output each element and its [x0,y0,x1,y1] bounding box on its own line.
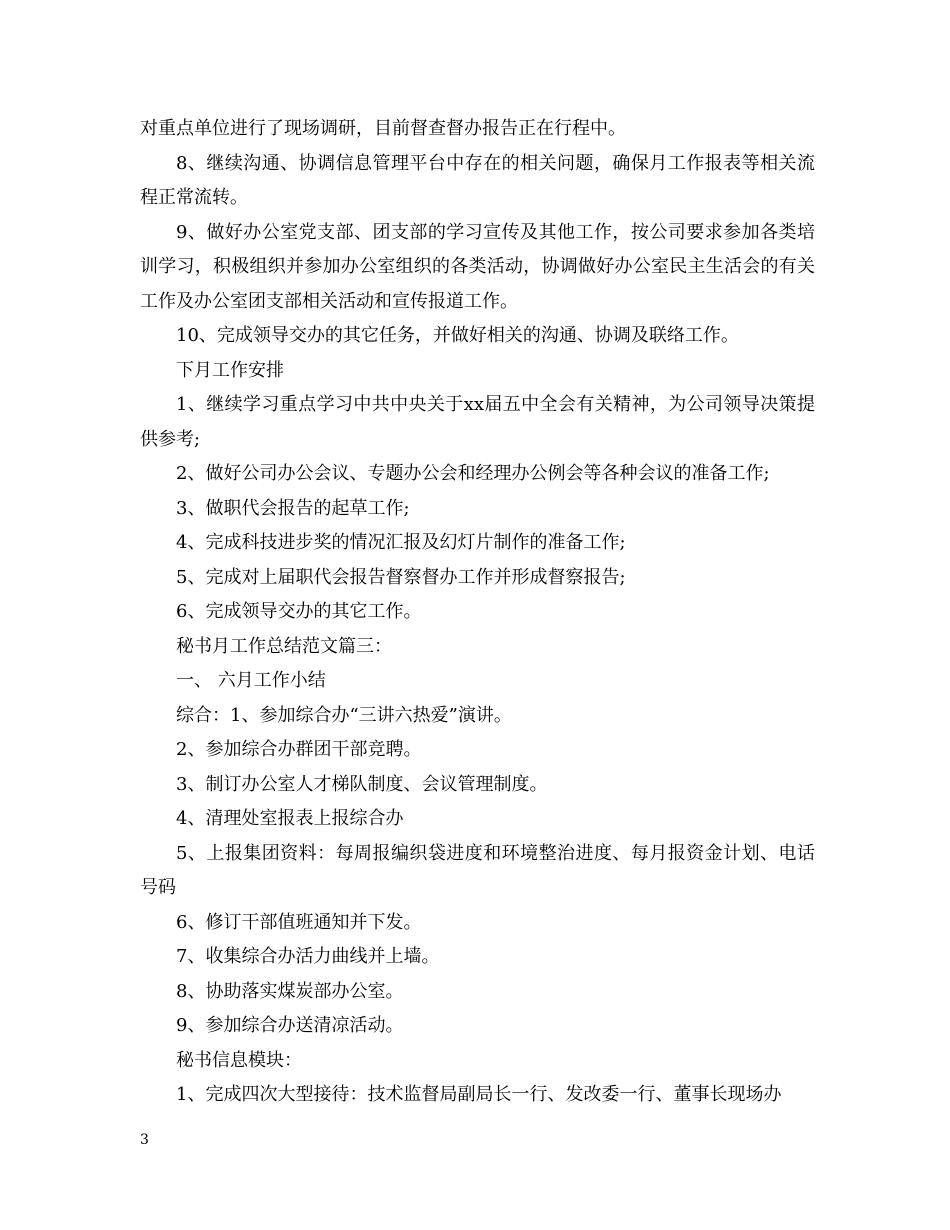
paragraph: 10、完成领导交办的其它任务，并做好相关的沟通、协调及联络工作。 [176,325,739,346]
paragraph: 9、做好办公室党支部、团支部的学习宣传及其他工作，按公司要求参加各类培训学习，积极组织并参加办公室组织的各类活动，协调做好办公室民主生活会的有关工作及办公室团支部相关活动和宣传报道工作。 [140,221,815,312]
section-heading: 下月工作安排 [176,359,284,381]
document-body [140,112,815,1113]
paragraph: 7、收集综合办活力曲线并上墙。 [176,946,440,967]
paragraph: 2、做好公司办公会议、专题办公会和经理办公例会等各种会议的准备工作; [176,463,770,484]
paragraph: 1、完成四次大型接待：技术监督局副局长一行、发改委一行、董事长现场办 [176,1084,782,1105]
paragraph: 8、协助落实煤炭部办公室。 [176,980,404,1002]
paragraph: 2、参加综合办群团干部竞聘。 [176,739,422,760]
paragraph: 4、清理处室报表上报综合办 [176,808,404,829]
paragraph: 9、参加综合办送清凉活动。 [176,1015,404,1036]
paragraph: 1、继续学习重点学习中共中央关于xx届五中全会有关精神，为公司领导决策提供参考; [140,394,815,450]
section-heading: 秘书信息模块： [176,1049,302,1071]
page-number: 3 [140,1132,149,1148]
section-heading: 一、 六月工作小结 [176,670,326,691]
paragraph: 6、修订干部值班通知并下发。 [176,911,422,933]
paragraph: 5、完成对上届职代会报告督察督办工作并形成督察报告; [176,566,626,588]
paragraph: 对重点单位进行了现场调研，目前督查督办报告正在行程中。 [140,118,626,139]
paragraph: 5、上报集团资料：每周报编织袋进度和环境整治进度、每月报资金计划、电话号码 [140,842,815,898]
paragraph: 6、完成领导交办的其它工作。 [176,601,422,622]
paragraph: 8、继续沟通、协调信息管理平台中存在的相关问题，确保月工作报表等相关流程正常流转。 [140,152,815,208]
paragraph: 3、做职代会报告的起草工作; [176,497,410,519]
paragraph: 4、完成科技进步奖的情况汇报及幻灯片制作的准备工作; [176,532,626,553]
paragraph: 3、制订办公室人才梯队制度、会议管理制度。 [176,773,548,795]
section-heading: 秘书月工作总结范文篇三： [176,635,392,657]
paragraph: 综合：1、参加综合办“三讲六热爱”演讲。 [176,704,512,726]
